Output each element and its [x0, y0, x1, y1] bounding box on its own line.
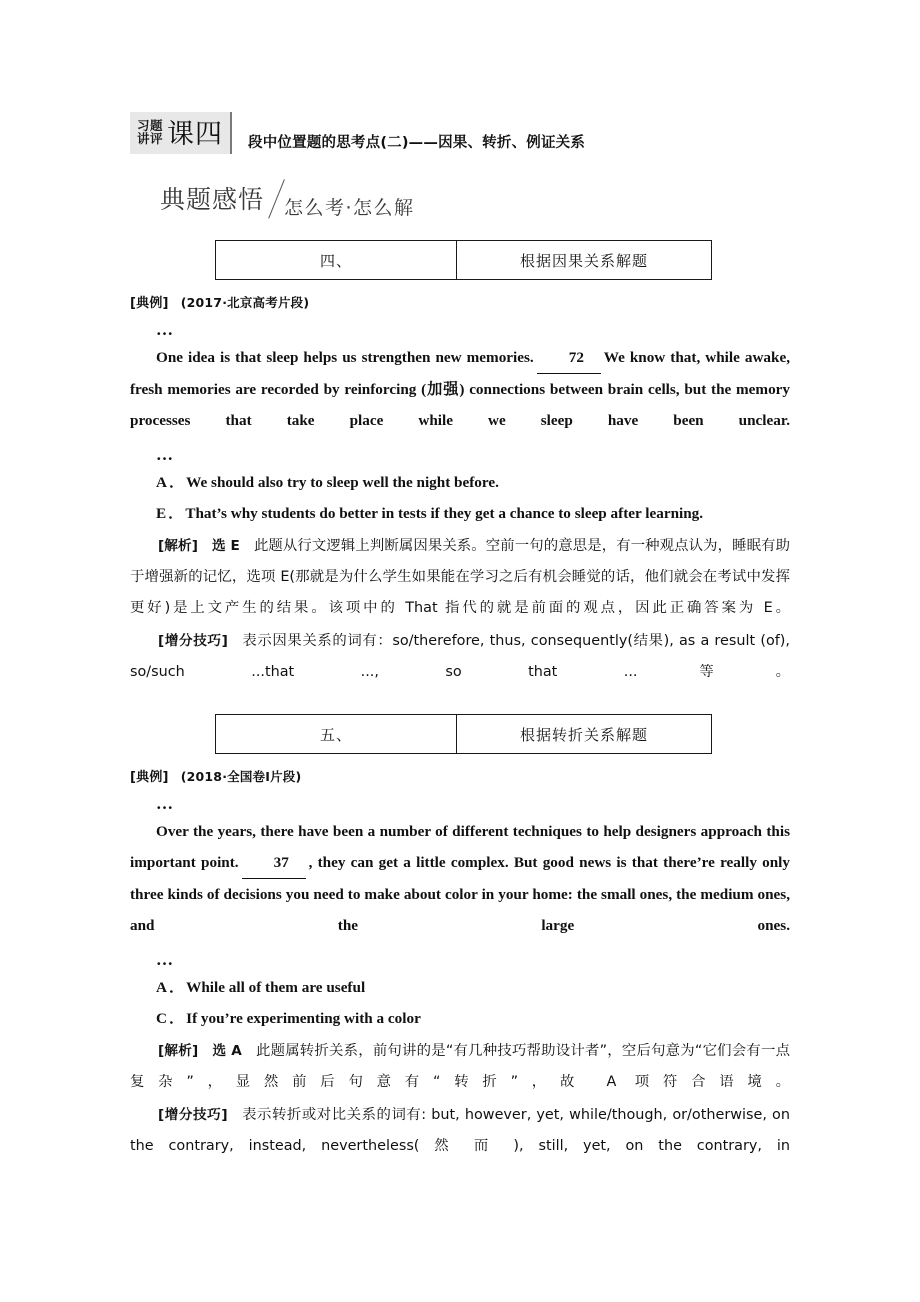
example-source: (2017·北京高考片段)	[180, 295, 310, 310]
tip-label: [增分技巧]	[158, 633, 228, 649]
document-content	[130, 240, 790, 1162]
ellipsis-top-5: …	[156, 794, 174, 813]
page-header	[130, 112, 810, 168]
table-row	[216, 715, 712, 754]
section-header-table-4	[215, 240, 712, 280]
section-number-cell: 五、	[216, 715, 457, 754]
page-title: 段中位置题的思考点(二)——因果、转折、例证关系	[248, 135, 586, 151]
analysis-text: 此题从行文逻辑上判断属因果关系。空前一句的意思是，有一种观点认为，睡眠有助于增强新的记忆，选项 E(那就是为什么学生如果能在学习之后有机会睡觉的话，他们就会在考试中发挥更好)是上文产生的结果。该项中的 That 指代的就是前面的观点，因此正确答案为 E。	[130, 538, 790, 616]
tip-paragraph-4	[130, 626, 790, 688]
option-text: We should also try to sleep well the night before.	[186, 474, 499, 491]
ellipsis-top-4: …	[156, 320, 174, 339]
option-text: That’s why students do better in tests if they get a chance to sleep after learning.	[185, 505, 704, 522]
section-number-cell: 四、	[216, 241, 457, 280]
badge-stacked-text	[137, 120, 163, 146]
passage-after-blank: , they can get a little complex. But good news is that there’re really only three kinds of decisions you need to make about color in your home: the small ones, the medium ones, and the large ones.	[130, 854, 790, 934]
option-key: A．	[156, 474, 187, 491]
analysis-label: [解析]	[158, 538, 198, 554]
course-badge	[130, 112, 232, 154]
analysis-text: 此题属转折关系，前句讲的是“有几种技巧帮助设计者”，空后句意为“它们会有一点复杂”，显然前后句意有“转折”，故 A 项符合语境。	[130, 1043, 790, 1090]
badge-bottom-text: 讲评	[137, 131, 164, 146]
option-a-5	[156, 972, 790, 1003]
analysis-paragraph-4	[130, 531, 790, 624]
option-e-4	[156, 498, 790, 529]
badge-course-number: 课四	[167, 118, 224, 150]
option-text: If you’re experimenting with a color	[186, 1010, 421, 1027]
tip-text: 表示因果关系的词有：so/therefore, thus, consequently(结果), as a result (of), so/such ...that ..., so that ...等。	[130, 633, 790, 680]
option-key: A．	[156, 979, 187, 996]
example-label: [典例]	[130, 770, 169, 785]
passage-paragraph-5	[130, 816, 790, 941]
tip-paragraph-5	[130, 1100, 790, 1162]
passage-before-blank: One idea is that sleep helps us strengthen new memories.	[156, 349, 534, 366]
passage-after-blank: We know that, while awake, fresh memories are recorded by reinforcing (加强) connections between brain cells, but the memory processes that take place while we sleep have been unclear.	[130, 349, 791, 429]
analysis-choice: 选 A	[212, 1043, 242, 1059]
ellipsis-options-5: …	[156, 950, 174, 969]
example-label: [典例]	[130, 296, 169, 311]
blank-number-37: 37	[242, 847, 306, 879]
section-header-table-5	[215, 714, 712, 754]
blank-number-72: 72	[537, 342, 601, 374]
passage-before-blank: Over the years, there have been a number of different techniques to help designers approach this important point.	[130, 823, 790, 871]
analysis-label: [解析]	[158, 1043, 199, 1059]
example-label-line-5	[130, 766, 790, 785]
option-c-5	[156, 1003, 790, 1034]
example-source: (2018·全国卷Ⅰ片段)	[180, 769, 302, 784]
option-key: C．	[156, 1010, 187, 1027]
badge-top-text: 习题	[137, 118, 164, 134]
option-text: While all of them are useful	[186, 979, 366, 996]
analysis-choice: 选 E	[211, 538, 240, 554]
table-row	[216, 241, 712, 280]
option-key: E．	[156, 505, 186, 522]
example-label-line-4	[130, 292, 790, 311]
section-description-cell: 根据因果关系解题	[457, 241, 712, 280]
subtitle-sub-text: 怎么考·怎么解	[284, 197, 415, 219]
analysis-paragraph-5	[130, 1036, 790, 1098]
subtitle-main-text: 典题感悟	[160, 185, 265, 214]
tip-text: 表示转折或对比关系的词有: but, however, yet, while/though, or/otherwise, on the contrary, instead, nevertheless( 然 而 ), still, yet, on the contrary, in	[130, 1107, 790, 1154]
option-a-4	[156, 467, 790, 498]
tip-label: [增分技巧]	[158, 1107, 228, 1123]
section-description-cell: 根据转折关系解题	[457, 715, 712, 754]
ellipsis-options-4: …	[156, 445, 174, 464]
section-subtitle	[160, 172, 421, 220]
passage-paragraph-4	[130, 342, 790, 436]
